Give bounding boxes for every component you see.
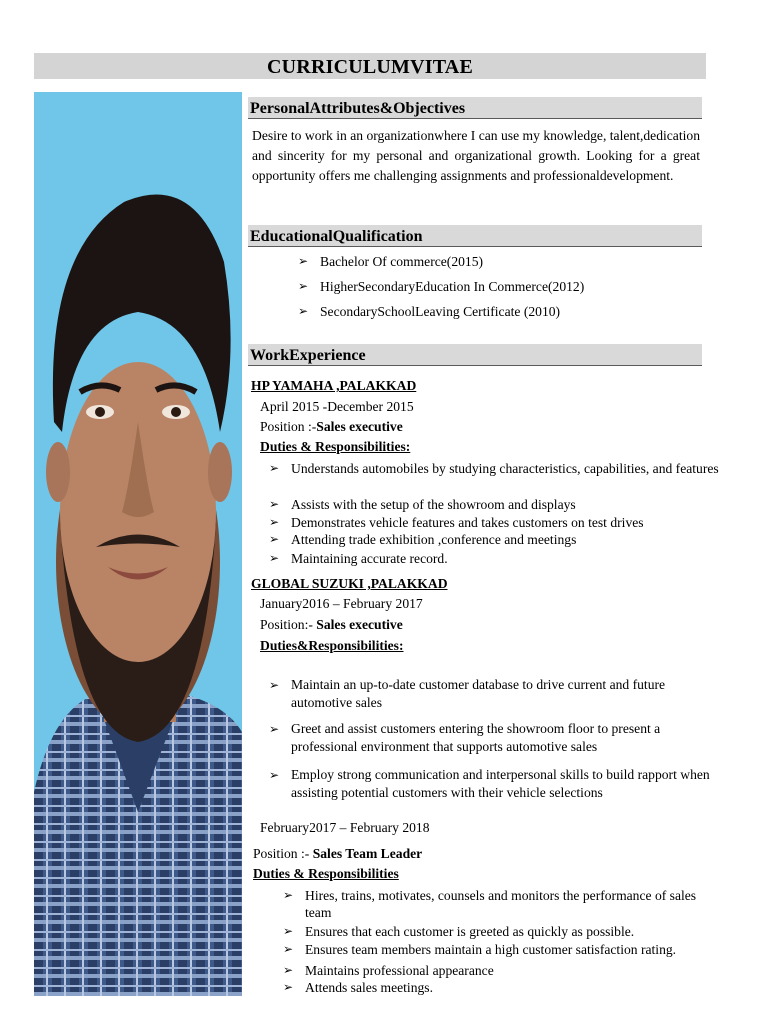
company-name: HP YAMAHA ,PALAKKAD xyxy=(251,378,417,393)
list-item: ➢ Greet and assist customers entering the showroom floor to present a professional environment that supports automotive sales xyxy=(269,721,661,754)
arrow-bullet-icon: ➢ xyxy=(283,980,294,994)
list-item: ➢ Attending trade exhibition ,conference and meetings xyxy=(269,532,577,547)
section-heading-education: EducationalQualification xyxy=(248,225,702,247)
arrow-bullet-icon: ➢ xyxy=(269,532,280,546)
arrow-bullet-icon: ➢ xyxy=(269,551,280,565)
list-item: ➢ Bachelor Of commerce(2015) xyxy=(298,254,484,269)
list-item: ➢ Ensures team members maintain a high customer satisfaction rating. xyxy=(283,942,677,957)
arrow-bullet-icon: ➢ xyxy=(298,254,309,268)
job-period: April 2015 -December 2015 xyxy=(260,399,414,414)
profile-photo xyxy=(34,92,242,996)
cv-title: CURRICULUMVITAE xyxy=(34,53,706,79)
arrow-bullet-icon: ➢ xyxy=(269,461,280,475)
objectives-text: Desire to work in an organizationwhere I can use my knowledge, talent,dedication and sincerity for my personal and organizational growth. Looking for a great opportunity offers me challenging assignments and professionaldevelopment. xyxy=(252,128,700,183)
list-item: ➢ SecondarySchoolLeaving Certificate (2010) xyxy=(298,304,561,319)
arrow-bullet-icon: ➢ xyxy=(283,924,294,938)
arrow-bullet-icon: ➢ xyxy=(298,304,309,318)
list-item: ➢ Demonstrates vehicle features and takes customers on test drives xyxy=(269,515,644,530)
duties-heading: Duties & Responsibilities: xyxy=(260,439,411,454)
arrow-bullet-icon: ➢ xyxy=(269,678,280,692)
duties-heading: Duties&Responsibilities: xyxy=(260,638,404,653)
arrow-bullet-icon: ➢ xyxy=(298,279,309,293)
arrow-bullet-icon: ➢ xyxy=(269,768,280,782)
arrow-bullet-icon: ➢ xyxy=(269,515,280,529)
arrow-bullet-icon: ➢ xyxy=(283,888,294,902)
list-item: ➢ Employ strong communication and interpersonal skills to build rapport when assisting potential customers with their vehicle selections xyxy=(269,767,710,800)
job-position: Position:- Sales executive xyxy=(260,617,403,632)
duties-heading: Duties & Responsibilities xyxy=(253,866,399,881)
list-item: ➢ Maintain an up-to-date customer database to drive current and future automotive sales xyxy=(269,677,666,710)
job-position: Position :- Sales Team Leader xyxy=(253,846,423,861)
job-position: Position :-Sales executive xyxy=(260,419,403,434)
list-item: ➢ Maintaining accurate record. xyxy=(269,551,448,566)
list-item: ➢ Ensures that each customer is greeted as quickly as possible. xyxy=(283,924,635,939)
section-heading-work: WorkExperience xyxy=(248,344,702,366)
job-period: February2017 – February 2018 xyxy=(260,820,430,835)
arrow-bullet-icon: ➢ xyxy=(269,497,280,511)
list-item: ➢ Understands automobiles by studying characteristics, capabilities, and features xyxy=(269,461,719,476)
arrow-bullet-icon: ➢ xyxy=(269,722,280,736)
job-period: January2016 – February 2017 xyxy=(260,596,423,611)
list-item: ➢ Attends sales meetings. xyxy=(283,980,433,995)
list-item: ➢ Assists with the setup of the showroom and displays xyxy=(269,497,576,512)
list-item: ➢ Maintains professional appearance xyxy=(283,963,494,978)
company-name: GLOBAL SUZUKI ,PALAKKAD xyxy=(251,576,448,591)
arrow-bullet-icon: ➢ xyxy=(283,942,294,956)
portrait-illustration xyxy=(34,92,242,996)
section-heading-objectives: PersonalAttributes&Objectives xyxy=(248,97,702,119)
list-item: ➢ Hires, trains, motivates, counsels and monitors the performance of sales team xyxy=(283,888,697,920)
arrow-bullet-icon: ➢ xyxy=(283,963,294,977)
list-item: ➢ HigherSecondaryEducation In Commerce(2012) xyxy=(298,279,585,294)
